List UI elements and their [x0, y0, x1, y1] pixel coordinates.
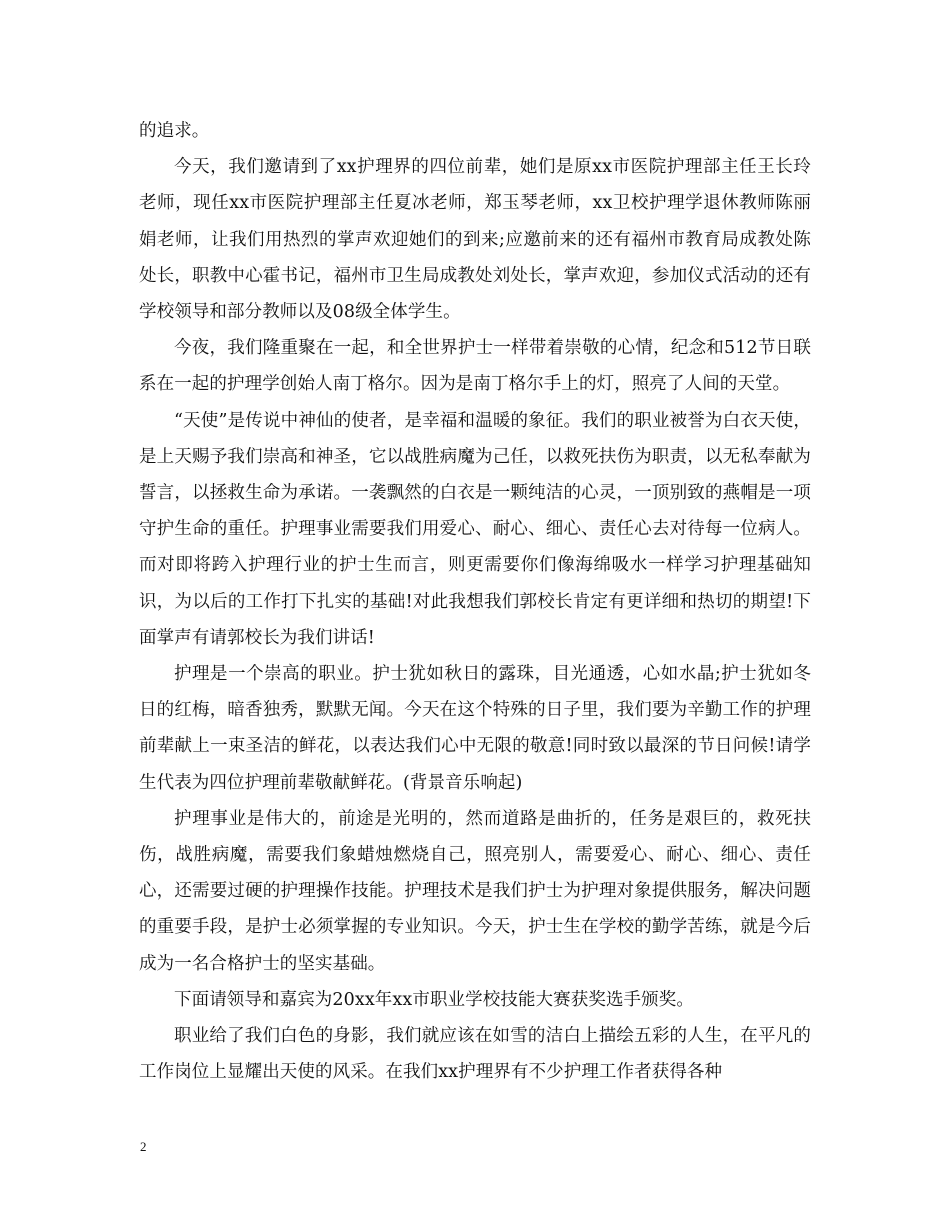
paragraph-3: 今夜，我们隆重聚在一起，和全世界护士一样带着崇敬的心情，纪念和512节日联系在一起的护理学创始人南丁格尔。因为是南丁格尔手上的灯，照亮了人间的天堂。 — [139, 338, 811, 395]
page-number: 2 — [140, 1139, 147, 1154]
document-body — [139, 113, 811, 1090]
paragraph-5: 护理是一个崇高的职业。护士犹如秋日的露珠，目光通透，心如水晶;护士犹如冬日的红梅，暗香独秀，默默无闻。今天在这个特殊的日子里，我们要为辛勤工作的护理前辈献上一束圣洁的鲜花，以表达我们心中无限的敬意!同时致以最深的节日问候!请学生代表为四位护理前辈敬献鲜花。(背景音乐响起) — [139, 664, 811, 793]
paragraph-8: 职业给了我们白色的身影，我们就应该在如雪的洁白上描绘五彩的人生，在平凡的工作岗位上显耀出天使的风采。在我们xx护理界有不少护理工作者获得各种 — [139, 1026, 811, 1083]
paragraph-1: 的追求。 — [139, 121, 210, 141]
paragraph-4: “天使”是传说中神仙的使者，是幸福和温暖的象征。我们的职业被誉为白衣天使，是上天赐予我们崇高和神圣，它以战胜病魔为己任，以救死扶伤为职责，以无私奉献为誓言，以拯救生命为承诺。一袭飘然的白衣是一颗纯洁的心灵，一顶别致的燕帽是一项守护生命的重任。护理事业需要我们用爱心、耐心、细心、责任心去对待每一位病人。而对即将跨入护理行业的护士生而言，则更需要你们像海绵吸水一样学习护理基础知识，为以后的工作打下扎实的基础!对此我想我们郭校长肯定有更详细和热切的期望!下面掌声有请郭校长为我们讲话! — [139, 410, 811, 648]
paragraph-2: 今天，我们邀请到了xx护理界的四位前辈，她们是原xx市医院护理部主任王长玲老师，现任xx市医院护理部主任夏冰老师，郑玉琴老师，xx卫校护理学退休教师陈丽娟老师，让我们用热烈的掌声欢迎她们的到来;应邀前来的还有福州市教育局成教处陈处长，职教中心霍书记，福州市卫生局成教处刘处长，掌声欢迎，参加仪式活动的还有学校领导和部分教师以及08级全体学生。 — [139, 157, 811, 323]
paragraph-6: 护理事业是伟大的，前途是光明的，然而道路是曲折的，任务是艰巨的，救死扶伤，战胜病魔，需要我们象蜡烛燃烧自己，照亮别人，需要爱心、耐心、细心、责任心，还需要过硬的护理操作技能。护理技术是我们护士为护理对象提供服务，解决问题的重要手段，是护士必须掌握的专业知识。今天，护士生在学校的勤学苦练，就是今后成为一名合格护士的坚实基础。 — [139, 808, 811, 974]
paragraph-7: 下面请领导和嘉宾为20xx年xx市职业学校技能大赛获奖选手颁奖。 — [174, 989, 694, 1010]
